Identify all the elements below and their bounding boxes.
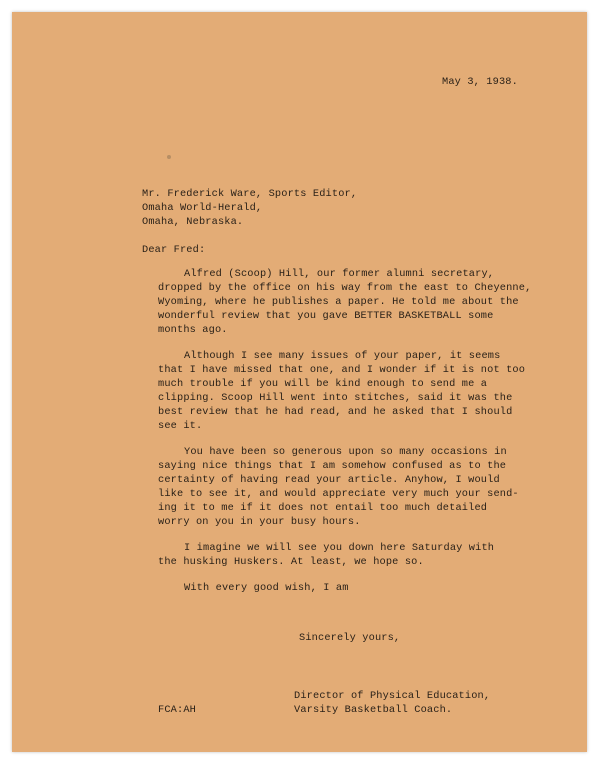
paragraph-line: best review that he had read, and he asked that I should [158, 406, 513, 418]
paragraph-line: much trouble if you will be kind enough to send me a [158, 378, 488, 390]
letter-page [12, 12, 587, 752]
paragraph-line: see it. [158, 420, 203, 432]
paragraph-line: Although I see many issues of your paper, it seems [184, 350, 501, 362]
paragraph-line: certainty of having read your article. Anyhow, I would [158, 474, 500, 486]
paragraph-line: worry on you in your busy hours. [158, 516, 361, 528]
recipient-organization-line: Omaha World-Herald, [142, 202, 263, 214]
closing: Sincerely yours, [299, 632, 401, 644]
paragraph-line: I imagine we will see you down here Saturday with [184, 542, 495, 554]
paragraph-line: that I have missed that one, and I wonder if it is not too [158, 364, 526, 376]
paragraph-line: Alfred (Scoop) Hill, our former alumni secretary, [184, 268, 495, 280]
signature-title-line: Director of Physical Education, [294, 690, 491, 702]
paragraph-line: clipping. Scoop Hill went into stitches, said it was the [158, 392, 513, 404]
paragraph-line: You have been so generous upon so many occasions in [184, 446, 507, 458]
signature-title-line: Varsity Basketball Coach. [294, 704, 453, 716]
paragraph-line: ing it to me if it does not entail too much detailed [158, 502, 488, 514]
paragraph-line: Wyoming, where he publishes a paper. He told me about the [158, 296, 519, 308]
paper-blemish [167, 155, 171, 159]
recipient-city-line: Omaha, Nebraska. [142, 216, 244, 228]
typist-initials: FCA:AH [158, 704, 196, 716]
paragraph-line: With every good wish, I am [184, 582, 349, 594]
recipient-name-line: Mr. Frederick Ware, Sports Editor, [142, 188, 358, 200]
salutation: Dear Fred: [142, 244, 206, 256]
paragraph-line: saying nice things that I am somehow confused as to the [158, 460, 507, 472]
paragraph-line: the husking Huskers. At least, we hope so. [158, 556, 424, 568]
paragraph-line: wonderful review that you gave BETTER BASKETBALL some [158, 310, 494, 322]
paragraph-line: dropped by the office on his way from the east to Cheyenne, [158, 282, 532, 294]
paragraph-line: like to see it, and would appreciate very much your send- [158, 488, 519, 500]
letter-date: May 3, 1938. [442, 76, 518, 88]
paragraph-line: months ago. [158, 324, 228, 336]
